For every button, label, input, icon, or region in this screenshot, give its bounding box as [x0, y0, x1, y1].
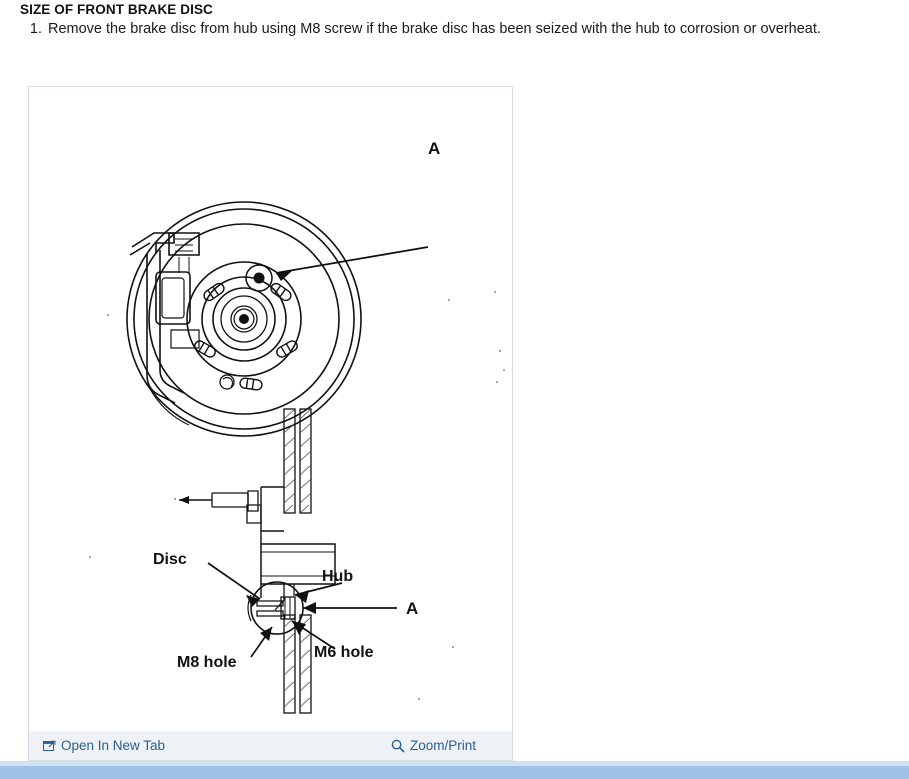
page-title: SIZE OF FRONT BRAKE DISC [20, 2, 213, 17]
step-number: 1. [29, 21, 42, 37]
step-text: Remove the brake disc from hub using M8 screw if the brake disc has been seized with the hub to corrosion or overheat. [48, 21, 821, 37]
figure-label-m6-hole: M6 hole [314, 644, 374, 661]
brake-disc-figure [29, 87, 512, 735]
figure-label-disc: Disc [153, 551, 187, 568]
figure-toolbar [28, 731, 513, 761]
list-item [20, 20, 900, 39]
open-in-new-tab-button[interactable] [43, 735, 165, 756]
figure-label-hub: Hub [322, 568, 354, 585]
figure-label-m8-hole: M8 hole [177, 654, 237, 671]
figure-label-a-top: A [428, 139, 441, 158]
open-in-new-tab-label: Open In New Tab [61, 737, 166, 753]
figure-panel [28, 86, 513, 736]
figure-label-a-bottom: A [406, 599, 419, 618]
procedure-step-list [20, 20, 900, 39]
open-in-new-tab-icon [43, 739, 56, 752]
zoom-print-button[interactable] [391, 735, 476, 756]
magnifier-icon [391, 739, 405, 753]
page-bottom-accent [0, 766, 909, 779]
zoom-print-label: Zoom/Print [410, 737, 477, 753]
